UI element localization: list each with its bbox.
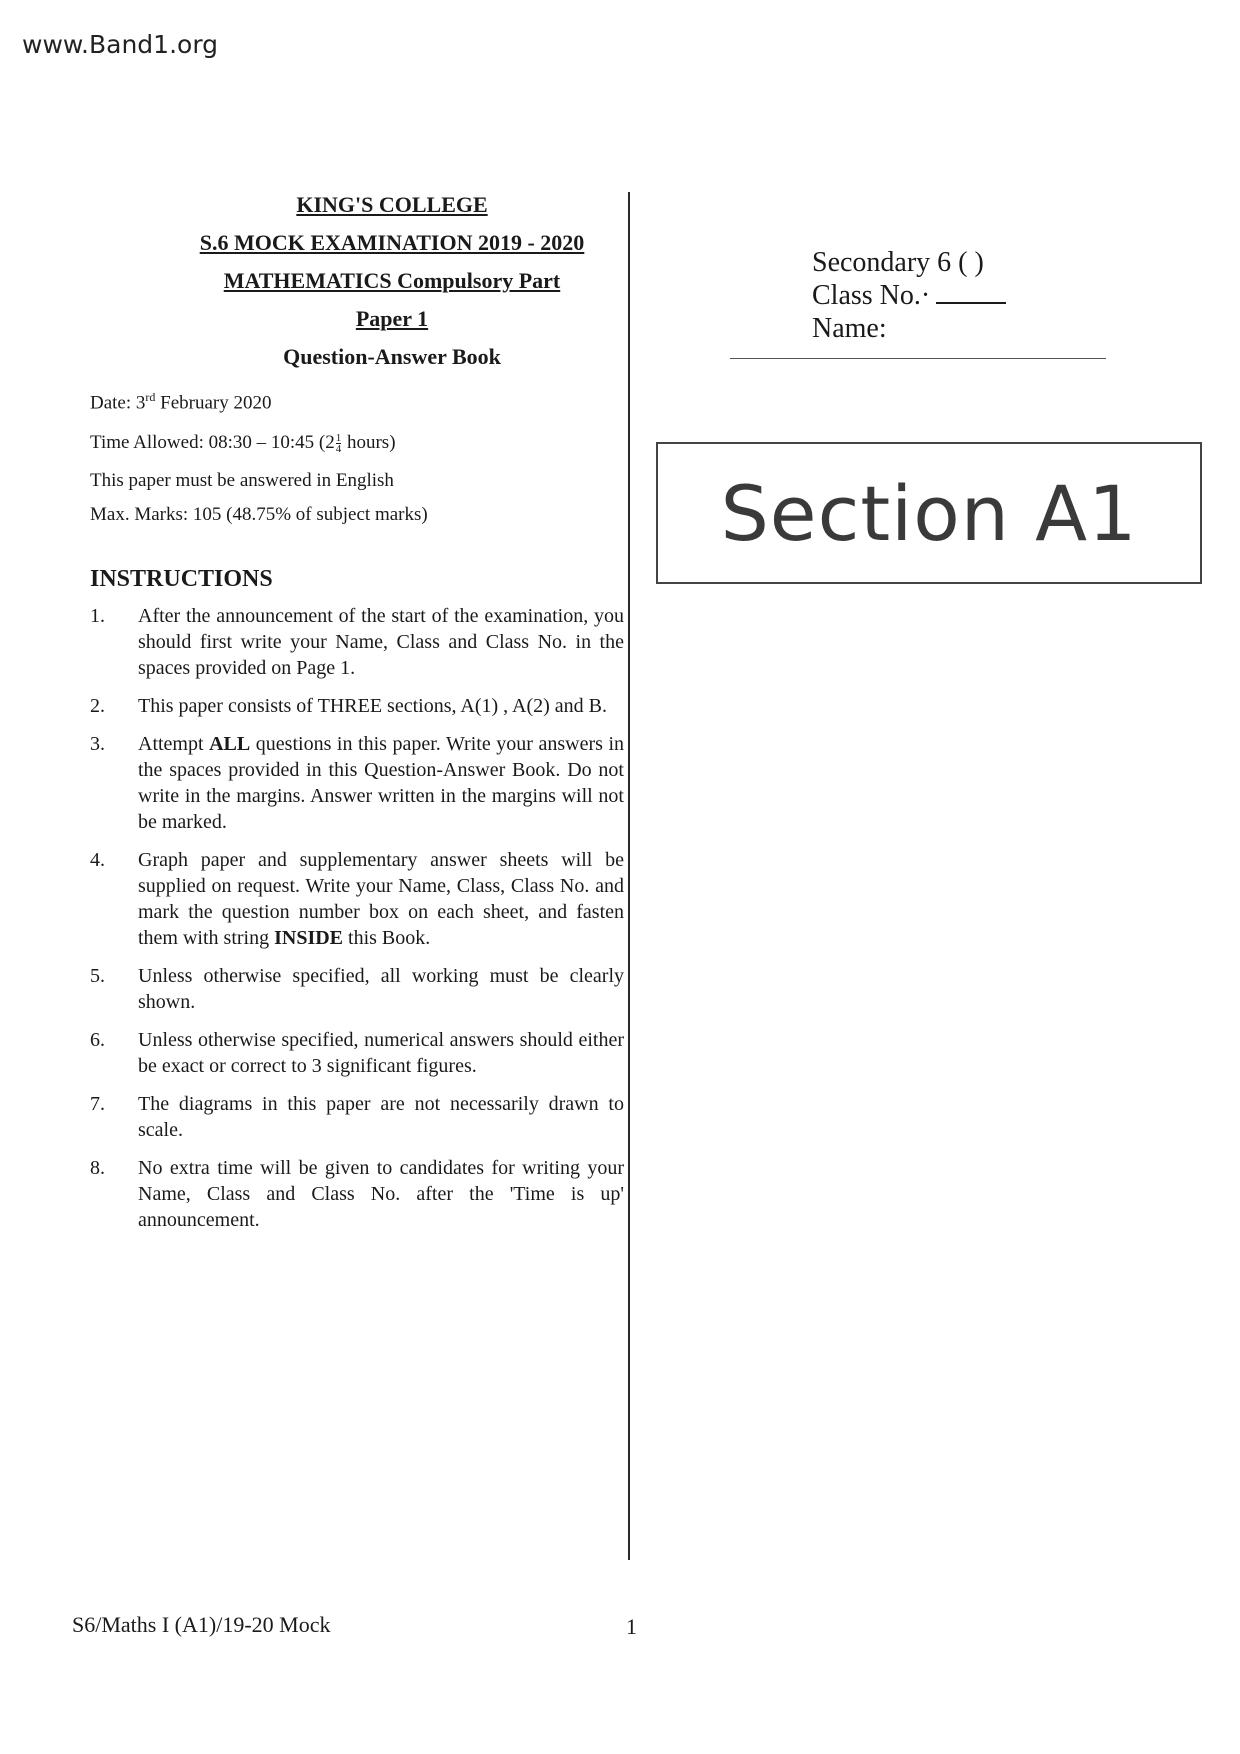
cover-left-column [90, 186, 624, 1245]
subject-title: MATHEMATICS Compulsory Part [223, 268, 561, 293]
instructions-title: INSTRUCTIONS [90, 566, 273, 593]
fraction-numerator: 1 [335, 432, 342, 445]
instruction-item [90, 603, 624, 681]
section-label: Section A1 [720, 468, 1138, 558]
class-no-label: Class No.· [812, 280, 931, 311]
instruction-number: 7. [90, 1093, 105, 1116]
exam-title: S.6 MOCK EXAMINATION 2019 - 2020 [199, 230, 585, 255]
instruction-number: 1. [90, 605, 105, 628]
instruction-item [90, 1027, 624, 1079]
instruction-text: Unless otherwise specified, all working must be clearly shown. [138, 965, 624, 1014]
footer-paper-code: S6/Maths I (A1)/19-20 Mock [72, 1612, 331, 1637]
date-suffix: February 2020 [155, 392, 272, 414]
instruction-emphasis: ALL [209, 733, 251, 756]
instruction-number: 2. [90, 695, 105, 718]
student-info-block [812, 246, 1006, 345]
instruction-text [138, 847, 624, 951]
instruction-number: 5. [90, 965, 105, 988]
instruction-item [90, 731, 624, 835]
watermark-url: www.Band1.org [22, 30, 219, 59]
instruction-text-post: questions in this paper. Write your answers in the spaces provided in this Question-Answer Book. Do not write in the margins. Answer written in the margins will not be marked. [138, 733, 625, 834]
instruction-text: This paper consists of THREE sections, A(1) , A(2) and B. [138, 695, 608, 718]
instruction-item [90, 1091, 624, 1143]
instructions-list [90, 603, 624, 1233]
instruction-item [90, 1155, 624, 1233]
paper-title: Paper 1 [355, 306, 429, 331]
book-title: Question-Answer Book [283, 344, 501, 369]
column-divider [628, 192, 630, 1560]
instruction-number: 3. [90, 733, 105, 756]
instruction-text [138, 731, 624, 835]
instruction-text: The diagrams in this paper are not necessarily drawn to scale. [138, 1093, 624, 1142]
instruction-number: 8. [90, 1157, 105, 1180]
class-no-row [812, 279, 1006, 312]
instruction-item [90, 963, 624, 1015]
instruction-text: After the announcement of the start of the examination, you should first write your Name, Class and Class No. in the spaces provided on Page 1. [138, 605, 624, 680]
page-number: 1 [626, 1614, 637, 1639]
instruction-number: 4. [90, 849, 105, 872]
language-note: This paper must be answered in English [90, 470, 394, 492]
instruction-text: Unless otherwise specified, numerical answers should either be exact or correct to 3 significant figures. [138, 1029, 624, 1078]
school-name: KING'S COLLEGE [296, 192, 488, 217]
instruction-item [90, 693, 624, 719]
exam-date [90, 380, 624, 420]
time-allowed [90, 426, 624, 460]
instruction-number: 6. [90, 1029, 105, 1052]
instruction-item [90, 847, 624, 951]
time-fraction [336, 433, 342, 454]
instruction-text: No extra time will be given to candidates for writing your Name, Class and Class No. after the 'Time is up' announcement. [138, 1157, 624, 1232]
instruction-text-pre: Attempt [138, 733, 210, 756]
max-marks: Max. Marks: 105 (48.75% of subject marks) [90, 504, 428, 526]
class-no-field[interactable] [936, 280, 1006, 304]
instruction-emphasis: INSIDE [274, 927, 344, 950]
time-suffix: hours) [342, 432, 396, 454]
name-field[interactable] [730, 358, 1106, 359]
name-label: Name: [812, 313, 887, 344]
instruction-text-pre: Graph paper and supplementary answer sheets will be supplied on request. Write your Name, Class, Class No. and mark the question number box on each sheet, and fasten them with string [138, 849, 624, 950]
date-prefix: Date: 3 [90, 392, 146, 414]
date-ordinal: rd [145, 390, 156, 404]
instruction-text-post: this Book. [343, 927, 431, 950]
time-prefix: Time Allowed: 08:30 – 10:45 (2 [90, 432, 335, 454]
section-box [656, 442, 1202, 584]
fraction-denominator: 4 [335, 443, 342, 456]
class-label: Secondary 6 ( ) [812, 247, 984, 278]
